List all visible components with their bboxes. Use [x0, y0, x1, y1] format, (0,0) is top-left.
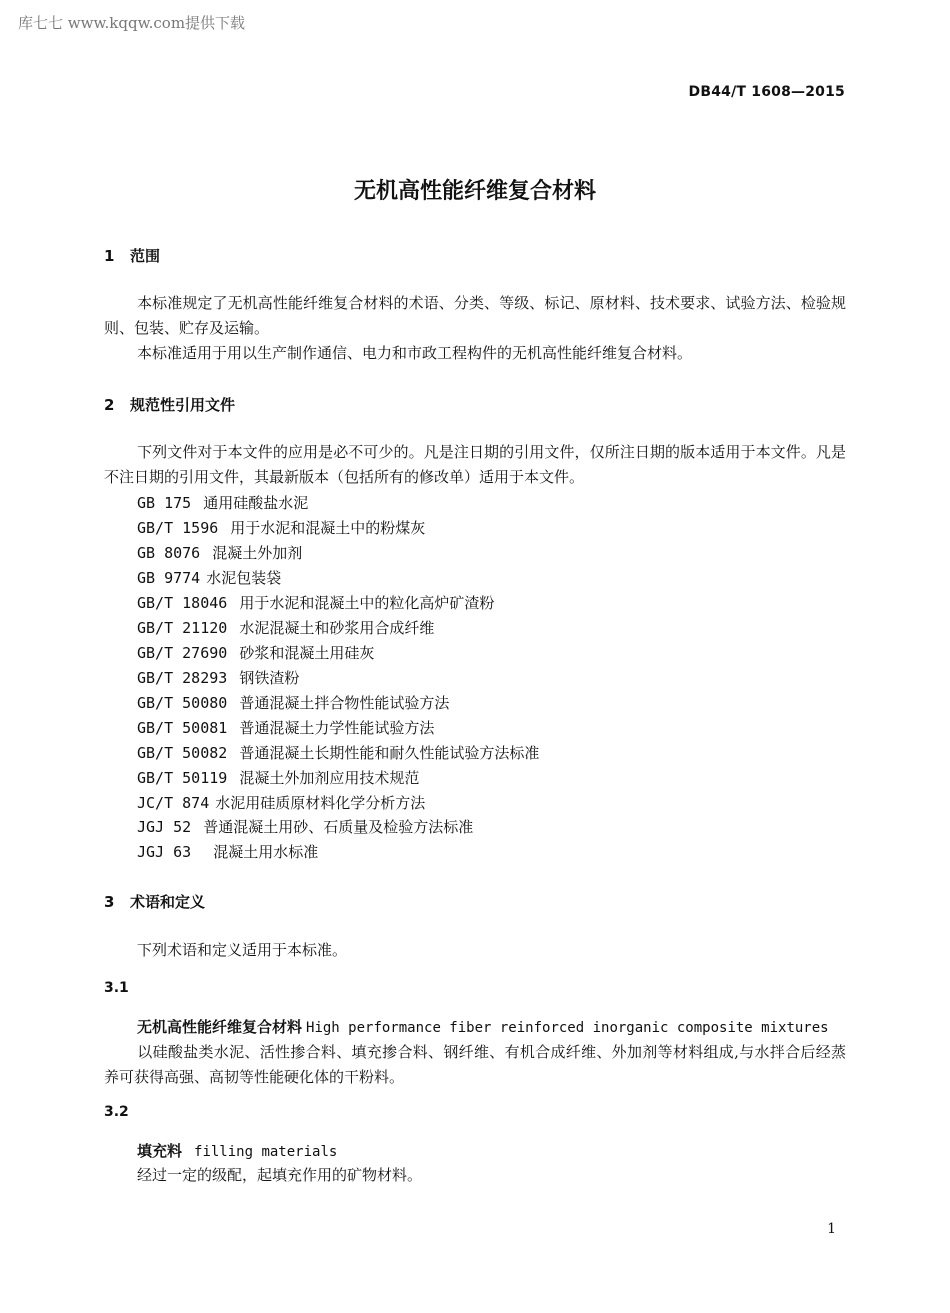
section-1-paragraph-1: [104, 291, 846, 341]
reference-item: [137, 742, 539, 763]
reference-item: [137, 841, 318, 862]
reference-name: 混凝土用水标准: [213, 843, 319, 861]
reference-code: GB/T 28293: [137, 669, 228, 687]
watermark: 库七七 www.kqqw.com提供下载: [18, 14, 246, 32]
term-3-1-definition: [104, 1040, 846, 1090]
reference-code: JGJ 63: [137, 843, 192, 861]
section-1-paragraph-2: [104, 341, 846, 366]
reference-name: 水泥包装袋: [206, 569, 282, 587]
term-3-2-number: 3.2: [104, 1104, 129, 1120]
section-2-heading: [104, 394, 235, 415]
section-3-heading: [104, 891, 205, 912]
paragraph-text: 本标准规定了无机高性能纤维复合材料的术语、分类、等级、标记、原材料、技术要求、试验方法、检验规则、包装、贮存及运输。: [104, 294, 846, 337]
reference-item: [137, 767, 419, 788]
reference-item: [137, 692, 449, 713]
reference-name: 用于水泥和混凝土中的粒化高炉矿渣粉: [239, 594, 495, 612]
reference-item: [137, 592, 494, 613]
reference-code: GB/T 50080: [137, 694, 228, 712]
paragraph-text: 本标准适用于用以生产制作通信、电力和市政工程构件的无机高性能纤维复合材料。: [137, 344, 693, 362]
reference-code: GB 8076: [137, 544, 201, 562]
reference-item: [137, 492, 308, 513]
reference-name: 水泥混凝土和砂浆用合成纤维: [239, 619, 435, 637]
reference-item: [137, 816, 473, 837]
reference-name: 混凝土外加剂: [212, 544, 303, 562]
reference-name: 混凝土外加剂应用技术规范: [239, 769, 420, 787]
section-title: 规范性引用文件: [130, 396, 236, 414]
reference-code: GB/T 21120: [137, 619, 228, 637]
section-number: 2: [104, 396, 115, 414]
reference-code: GB/T 50119: [137, 769, 228, 787]
reference-code: GB 9774: [137, 569, 201, 587]
reference-name: 用于水泥和混凝土中的粉煤灰: [230, 519, 426, 537]
reference-name: 水泥用硅质原材料化学分析方法: [215, 794, 426, 812]
term-english: filling materials: [194, 1144, 338, 1160]
reference-code: GB/T 1596: [137, 519, 219, 537]
reference-item: [137, 567, 281, 588]
section-3-paragraph-1: [104, 938, 846, 963]
reference-item: [137, 542, 302, 563]
reference-name: 钢铁渣粉: [239, 669, 300, 687]
reference-code: GB/T 50082: [137, 744, 228, 762]
term-chinese: 填充料: [137, 1142, 183, 1160]
paragraph-text: 下列术语和定义适用于本标准。: [137, 941, 348, 959]
term-3-2-definition: [104, 1163, 846, 1188]
term-chinese: 无机高性能纤维复合材料: [137, 1018, 303, 1036]
term-3-2: [137, 1140, 337, 1161]
section-number: 1: [104, 247, 115, 265]
reference-name: 砂浆和混凝土用硅灰: [239, 644, 375, 662]
reference-item: [137, 792, 425, 813]
reference-name: 普通混凝土拌合物性能试验方法: [239, 694, 450, 712]
reference-code: GB/T 50081: [137, 719, 228, 737]
document-number: DB44/T 1608—2015: [688, 84, 845, 100]
section-title: 术语和定义: [130, 893, 206, 911]
paragraph-text: 下列文件对于本文件的应用是必不可少的。凡是注日期的引用文件，仅所注日期的版本适用于本文件。凡是不注日期的引用文件，其最新版本（包括所有的修改单）适用于本文件。: [104, 443, 846, 486]
definition-text: 经过一定的级配，起填充作用的矿物材料。: [137, 1166, 423, 1184]
reference-code: GB 175: [137, 494, 192, 512]
term-english: High performance fiber reinforced inorganic composite mixtures: [306, 1020, 829, 1036]
document-title: 无机高性能纤维复合材料: [353, 179, 596, 204]
reference-item: [137, 642, 374, 663]
reference-name: 普通混凝土用砂、石质量及检验方法标准: [203, 818, 474, 836]
page-number: 1: [827, 1221, 836, 1237]
reference-code: JGJ 52: [137, 818, 192, 836]
reference-item: [137, 617, 434, 638]
term-3-1-number: 3.1: [104, 980, 129, 996]
reference-name: 普通混凝土力学性能试验方法: [239, 719, 435, 737]
reference-item: [137, 717, 434, 738]
section-2-paragraph-1: [104, 440, 846, 490]
reference-name: 通用硅酸盐水泥: [203, 494, 309, 512]
section-1-heading: [104, 245, 160, 266]
section-title: 范围: [130, 247, 161, 265]
reference-name: 普通混凝土长期性能和耐久性能试验方法标准: [239, 744, 540, 762]
definition-text: 以硅酸盐类水泥、活性掺合料、填充掺合料、钢纤维、有机合成纤维、外加剂等材料组成,与水拌合后经蒸养可获得高强、高韧等性能硬化体的干粉料。: [104, 1043, 846, 1086]
term-3-1: [137, 1016, 829, 1037]
reference-item: [137, 667, 299, 688]
reference-code: JC/T 874: [137, 794, 210, 812]
reference-code: GB/T 27690: [137, 644, 228, 662]
reference-code: GB/T 18046: [137, 594, 228, 612]
section-number: 3: [104, 893, 115, 911]
reference-item: [137, 517, 425, 538]
